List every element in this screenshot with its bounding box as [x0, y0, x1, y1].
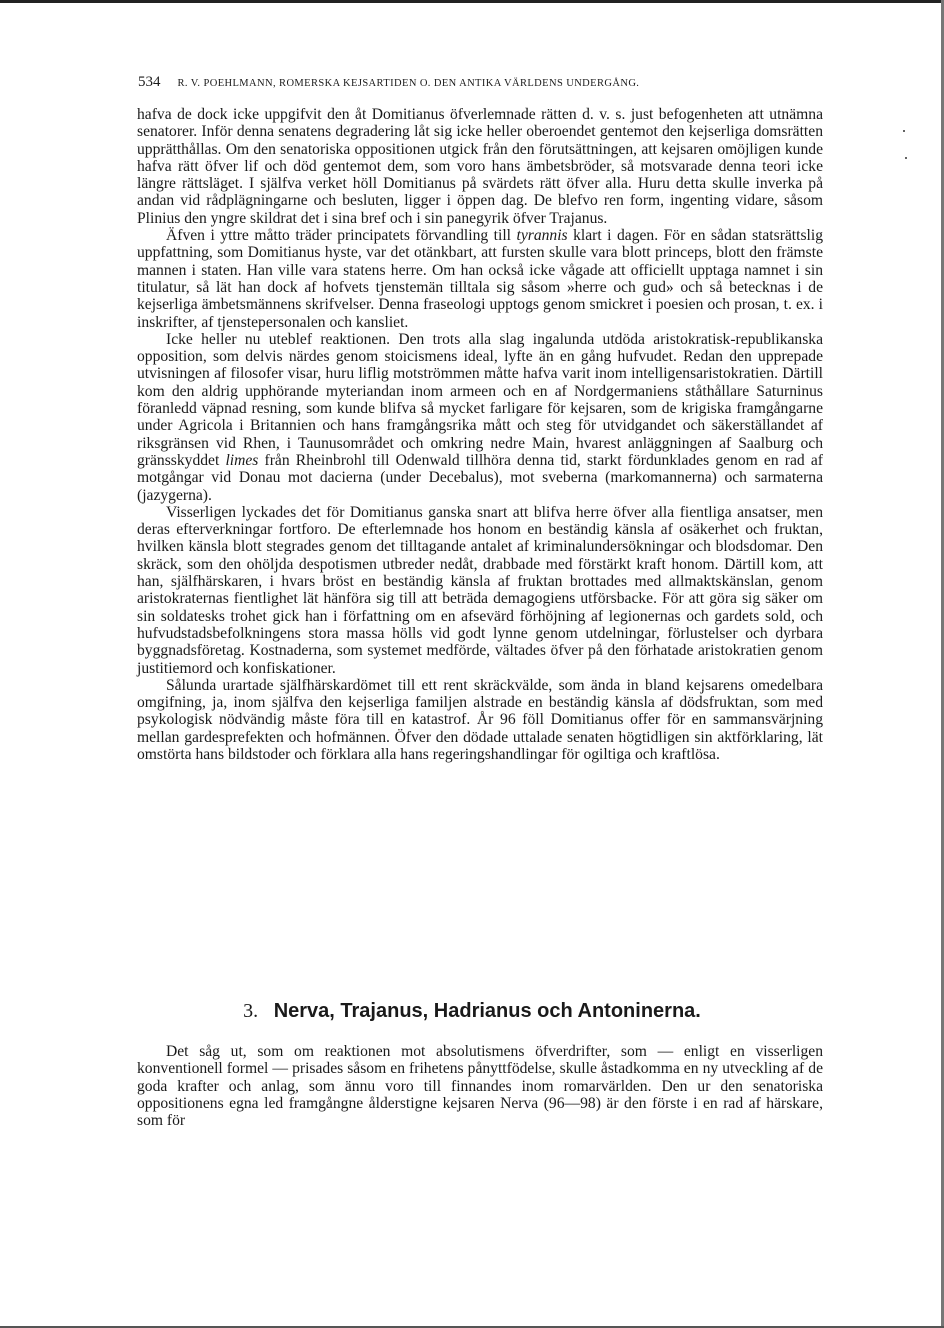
running-title: R. V. POEHLMANN, ROMERSKA KEJSARTIDEN O. DEN ANTIKA VÄRLDENS UNDERGÅNG.	[177, 78, 640, 89]
paragraph-4: Visserligen lyckades det för Domitianus ganska snart att blifva herre öfver alla fientliga ansatser, men deras efterverkningar fortforo. De efterlemnade hos honom en beständig känsla af osäkerhet och fruktan, hvilken känsla blott stegrades genom det tilltagande antalet af kriminalundersökningar och blodsdomar. Den skräck, som den ohöljda despotismen utbreder nedåt, drabbade med förstärkt kraft honom. Därtill kom, att han, själfhärskaren, i hvars bröst en beständig känsla af fruktan brottades med allmaktskänslan, genom aristokraternas fientlighet lät hänföra sig till att beträda demagogiens utförsbacke. För att göra sig säker om sin soldatesks trohet gick han i författning om en afsevärd förhöjning af legionernas och gardets sold, och hufvudstadsbefolkningens stora massa hölls vid godt lynne genom utdelningar, förlustelser och dyrbara byggnadsföretag. Kostnaderna, som systemet medförde, vältades öfver på den förhatade aristokratien genom justitiemord och konfiskationer.	[137, 503, 823, 677]
paragraph-1: hafva de dock icke uppgifvit den åt Domitianus öfverlemnade rätten d. v. s. just befogenheten att utnämna senatorer. Inför denna senatens degradering låt sig icke heller oberoendet gentemot den kejserliga domsrätten upprätthållas. Om den senatoriska oppositionen utgick från den förutsättningen, att kejsaren omöjligen kunde hafva rätt öfver lif och död gentemot dem, som voro hans ämbetsbröder, så motsvarade denna teori icke längre rättsläget. I själfva verket höll Domitianus på svärdets rätt öfver alla. Huru detta skulle inverka på andan vid rådplägningarne och besluten, ligger i öppen dag. De blefvo ren form, ingenting vidare, såsom Plinius den yngre skildrat det i sina bref och i sin panegyrik öfver Trajanus.	[137, 106, 823, 227]
running-header	[138, 74, 828, 91]
section-number: 3.	[243, 1000, 259, 1022]
scan-speck	[905, 157, 907, 159]
section-text	[137, 1043, 823, 1129]
italic-term: tyrannis	[516, 227, 568, 245]
main-text	[137, 106, 823, 763]
page-number: 534	[138, 74, 161, 90]
scan-edge-top	[0, 0, 944, 3]
section-heading	[0, 1000, 944, 1023]
paragraph-3: Icke heller nu uteblef reaktionen. Den trots alla slag ingalunda utdöda aristokratisk-republikanska opposition, som delvis närdes genom stoicismens ideal, lyfte än en gång hufvudet. Redan den upprepade utvisningen af filosofer visar, huru liflig motströmmen måtte hafva varit inom intelligensaristokratien. Därtill kom den aldrig upphörande myteriandan inom armeen och en af Nordgermaniens ståthållare Saturninus föranledd väpnad resning, som kunde blifva så mycket farligare för kejsaren, som de krigiska framgångarne under Agricola i Britannien och hans framgångsrika mått och steg för utvidgandet och säkerställandet af riksgränsen vid Rhen, i Taunusområdet och omkring nedre Main, hvarest anläggningen af Saalburg och gränsskyddet limes från Rheinbrohl till Odenwald tillhöra denna tid, starkt fördunklades genom en rad af motgångar vid Donau mot dacierna (under Decebalus), mot sveberna (markomannerna) och sarmaterna (jazygerna).	[137, 330, 823, 504]
scan-speck	[903, 130, 905, 132]
italic-term: limes	[225, 451, 259, 469]
section-paragraph-1: Det såg ut, som om reaktionen mot absolutismens öfverdrifter, som — enligt en visserligen konventionell formel — prisades såsom en frihetens pånyttfödelse, skulle åstadkomma en ny utveckling af de goda krafter och anlag, som ännu voro till finnandes inom romarvärlden. Den ur den senatoriska oppositionens egna led framgångne ålderstigne kejsaren Nerva (96—98) är den förste i en rad af härskare, som för	[137, 1043, 823, 1130]
paragraph-2: Äfven i yttre måtto träder principatets förvandling till tyrannis klart i dagen. För en sådan statsrättslig uppfattning, som Domitianus hyste, var det otänkbart, att fursten skulle vara blott princeps, blott den främste mannen i staten. Han ville vara statens herre. Om han också icke vågade att officiellt upptaga namnet i sin titulatur, så lät han dock af hofvets tjenstemän tilltala sig såsom »herre och gud» och så betecknas i de kejserliga ämbetsmännens skrifvelser. Denna fraseologi upptogs genom smickret i poesien och prosan, t. ex. i inskrifter, af tjenstepersonalen och kansliet.	[137, 227, 824, 331]
paragraph-5: Sålunda urartade själfhärskardömet till ett rent skräckvälde, som ända in bland kejsarens omedelbara omgifning, ja, inom själfva den kejserliga familjen alstrade en beständig känsla af dödsfruktan, som med psykologisk nödvändig måste föra till en katastrof. År 96 föll Domitianus offer för en sammansvärjning mellan gardesprefekten och hofmännen. Öfver den dödade uttalade senaten högtidligen sin aktförklaring, lät omstörta hans bildstoder och förklara alla hans regeringshandlingar för ogiltiga och kraftlösa.	[137, 676, 823, 763]
section-title: Nerva, Trajanus, Hadrianus och Antoninerna.	[273, 1000, 701, 1022]
